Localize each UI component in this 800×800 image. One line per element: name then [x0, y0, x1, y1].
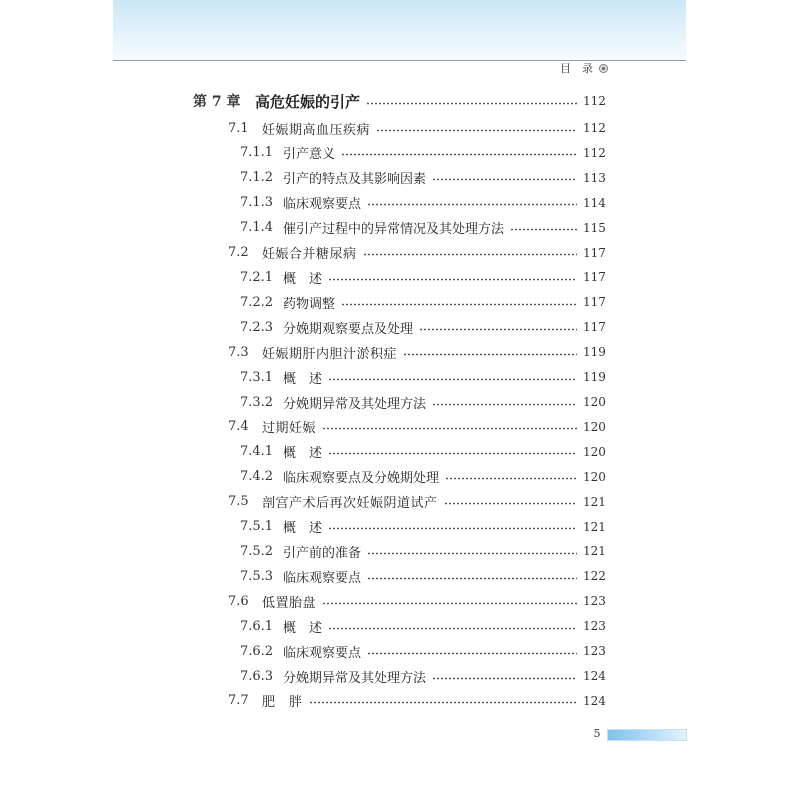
- toc-subsection-entry: [240, 144, 605, 162]
- toc-entry-page: 120: [583, 419, 606, 434]
- toc-entry-title: 临床观察要点: [283, 197, 362, 213]
- toc-entry-number: 7.3.2: [240, 394, 274, 410]
- toc-entry-number: 7.3.1: [240, 369, 274, 385]
- toc-entry-page: 121: [583, 519, 606, 534]
- toc-entry-title: 肥 胖: [262, 695, 303, 711]
- toc-entry-page: 123: [583, 619, 606, 634]
- dot-leader: [309, 701, 577, 704]
- toc-subsection-entry: [240, 219, 605, 237]
- toc-entry-title: 引产意义: [283, 147, 336, 163]
- toc-entry-number: 7.5.1: [240, 519, 274, 535]
- toc-subsection-entry: [240, 194, 605, 212]
- dot-leader: [363, 253, 577, 256]
- toc-entry-title: 临床观察要点及分娩期处理: [283, 471, 440, 487]
- running-head: [560, 61, 608, 75]
- dot-leader: [432, 403, 577, 406]
- dot-leader: [444, 502, 577, 505]
- toc-entry-title: 临床观察要点: [283, 645, 362, 661]
- toc-subsection-entry: [240, 642, 605, 660]
- toc-chapter-entry: [193, 92, 605, 110]
- dot-leader: [432, 677, 577, 680]
- toc-entry-page: 113: [583, 170, 606, 185]
- toc-entry-page: 121: [583, 494, 606, 509]
- toc-entry-number: 7.4.2: [240, 469, 274, 485]
- toc-entry-number: 7.4.1: [240, 444, 274, 460]
- toc-entry-page: 117: [583, 270, 606, 285]
- toc-entry-page: 120: [583, 469, 606, 484]
- toc-entry-number: 7.5: [228, 494, 249, 510]
- toc-subsection-entry: [240, 567, 605, 585]
- toc-section-entry: [228, 493, 605, 511]
- toc-entry-title: 妊娠期高血压疾病: [262, 122, 371, 138]
- toc-subsection-entry: [240, 318, 605, 336]
- toc-entry-page: 114: [583, 195, 606, 210]
- dot-leader: [328, 278, 577, 281]
- dot-leader: [328, 452, 577, 455]
- toc-section-entry: [228, 343, 605, 361]
- dot-leader: [322, 602, 577, 605]
- toc-entry-page: 117: [583, 320, 606, 335]
- chapter-number: 第 7 章: [193, 94, 241, 110]
- toc-subsection-entry: [240, 667, 605, 685]
- toc-entry-page: 117: [583, 245, 606, 260]
- toc-entry-page: 115: [583, 220, 606, 235]
- toc-entry-title: 概 述: [283, 620, 323, 636]
- toc-subsection-entry: [240, 542, 605, 560]
- dot-leader: [445, 477, 577, 480]
- toc-entry-number: 7.1: [228, 120, 249, 136]
- toc-subsection-entry: [240, 617, 605, 635]
- toc-entry-page: 123: [583, 644, 606, 659]
- dot-leader: [367, 203, 577, 206]
- toc-entry-page: 124: [583, 669, 606, 684]
- toc-entry-title: 药物调整: [283, 296, 336, 312]
- toc-entry-title: 妊娠合并糖尿病: [262, 247, 357, 263]
- toc-entry-title: 引产的特点及其影响因素: [283, 172, 427, 188]
- dot-leader: [367, 652, 577, 655]
- circle-bullet-icon: [599, 64, 608, 73]
- toc-subsection-entry: [240, 368, 605, 386]
- page-number: 5: [593, 727, 601, 740]
- toc-entry-number: 7.1.3: [240, 195, 274, 211]
- dot-leader: [341, 303, 577, 306]
- toc-section-entry: [228, 119, 605, 137]
- toc-entry-number: 7.1.4: [240, 220, 274, 236]
- toc-entry-number: 7.1.1: [240, 145, 274, 161]
- toc-subsection-entry: [240, 393, 605, 411]
- toc-entry-title: 分娩期异常及其处理方法: [283, 670, 427, 686]
- toc-subsection-entry: [240, 293, 605, 311]
- dot-leader: [328, 627, 577, 630]
- toc-entry-title: 概 述: [283, 371, 323, 387]
- toc-entry-page: 119: [583, 345, 606, 360]
- toc-subsection-entry: [240, 518, 605, 536]
- toc-entry-page: 123: [583, 594, 606, 609]
- toc-subsection-entry: [240, 169, 605, 187]
- toc-entry-number: 7.4: [228, 419, 249, 435]
- toc-subsection-entry: [240, 468, 605, 486]
- dot-leader: [367, 552, 577, 555]
- toc-entry-number: 7.3: [228, 344, 249, 360]
- toc-entry-page: 112: [583, 145, 606, 160]
- dot-leader: [366, 102, 577, 105]
- toc-entry-title: 概 述: [283, 521, 323, 537]
- toc-entry-number: 7.2.1: [240, 269, 274, 285]
- toc-entry-number: 7.2.3: [240, 319, 274, 335]
- toc-entry-page: 124: [583, 693, 606, 708]
- toc-entry-number: 7.1.2: [240, 170, 274, 186]
- dot-leader: [341, 153, 577, 156]
- toc-entry-title: 催引产过程中的异常情况及其处理方法: [283, 222, 505, 238]
- toc-entry-title: 临床观察要点: [283, 570, 362, 586]
- toc-entry-number: 7.6: [228, 593, 249, 609]
- header-band: [113, 0, 686, 60]
- toc-entry-page: 112: [583, 121, 606, 135]
- toc-entry-title: 剖宫产术后再次妊娠阴道试产: [262, 496, 438, 512]
- dot-leader: [328, 378, 577, 381]
- toc-entry-title: 过期妊娠: [262, 421, 317, 437]
- toc-entry-title: 概 述: [283, 271, 323, 287]
- dot-leader: [419, 328, 577, 331]
- toc-entry-title: 妊娠期肝内胆汁淤积症: [262, 346, 398, 362]
- footer-bar: [607, 729, 687, 741]
- chapter-page: 112: [583, 94, 606, 108]
- toc-entry-number: 7.2.2: [240, 294, 274, 310]
- toc-entry-title: 引产前的准备: [283, 545, 362, 561]
- toc-section-entry: [228, 592, 605, 610]
- dot-leader: [328, 527, 577, 530]
- toc-entry-number: 7.5.2: [240, 543, 274, 559]
- toc-entry-title: 低置胎盘: [262, 595, 317, 611]
- toc-entry-number: 7.6.2: [240, 643, 274, 659]
- toc-entry-title: 概 述: [283, 446, 323, 462]
- dot-leader: [510, 228, 577, 231]
- toc-entry-page: 120: [583, 444, 606, 459]
- toc-entry-number: 7.5.3: [240, 568, 274, 584]
- toc-entry-page: 121: [583, 544, 606, 559]
- toc-subsection-entry: [240, 268, 605, 286]
- chapter-title: 高危妊娠的引产: [255, 92, 361, 111]
- dot-leader: [432, 178, 577, 181]
- toc-entry-page: 122: [583, 569, 606, 584]
- toc-entry-number: 7.6.1: [240, 618, 274, 634]
- running-head-label: 目 录: [560, 62, 593, 75]
- toc-entry-title: 分娩期异常及其处理方法: [283, 396, 427, 412]
- toc-entry-number: 7.6.3: [240, 668, 274, 684]
- toc-entry-title: 分娩期观察要点及处理: [283, 321, 414, 337]
- toc-section-entry: [228, 692, 605, 710]
- toc-entry-page: 120: [583, 395, 606, 409]
- toc-entry-number: 7.7: [228, 693, 249, 709]
- toc-entry-number: 7.2: [228, 245, 249, 261]
- toc-section-entry: [228, 418, 605, 436]
- dot-leader: [403, 353, 577, 356]
- dot-leader: [322, 427, 577, 430]
- toc-subsection-entry: [240, 443, 605, 461]
- dot-leader: [367, 577, 577, 580]
- dot-leader: [376, 129, 577, 132]
- toc-entry-page: 119: [583, 370, 606, 385]
- toc-entry-page: 117: [583, 295, 606, 310]
- toc-section-entry: [228, 244, 605, 262]
